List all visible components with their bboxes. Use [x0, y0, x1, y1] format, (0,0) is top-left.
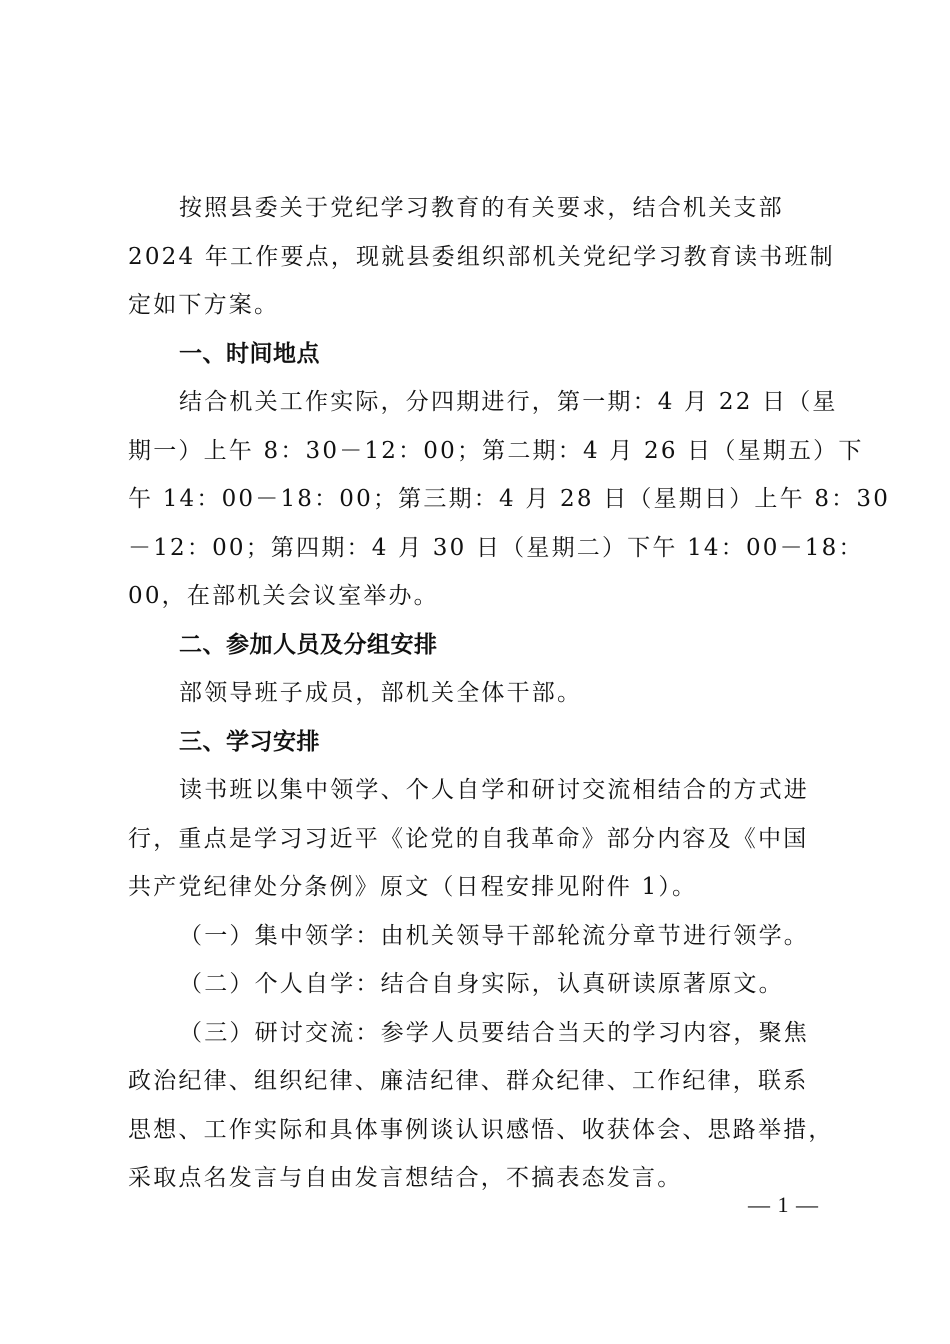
text-line: （二）个人自学：结合自身实际，认真研读原著原文。 [179, 971, 784, 997]
text-line: －12：00；第四期：4 月 30 日（星期二）下午 14：00－18： [128, 534, 864, 561]
study-item-discussion [128, 1009, 834, 1203]
section-heading-participants: 二、参加人员及分组安排 [179, 631, 438, 658]
text-line: 行，重点是学习习近平《论党的自我革命》部分内容及《中国 [128, 825, 809, 852]
study-item-self-study [128, 960, 834, 1009]
study-plan-paragraph [128, 766, 834, 912]
section-heading-time-place: 一、时间地点 [179, 340, 320, 367]
text-line: （三）研讨交流：参学人员要结合当天的学习内容，聚焦 [179, 1019, 809, 1046]
text-line: 期一）上午 8：30－12：00；第二期：4 月 26 日（星期五）下 [128, 437, 864, 464]
study-item-group-lead [128, 912, 834, 961]
text-line: 读书班以集中领学、个人自学和研讨交流相结合的方式进 [179, 777, 809, 803]
text-line: 00，在部机关会议室举办。 [128, 583, 439, 609]
participants-paragraph [128, 669, 834, 718]
text-line: 结合机关工作实际，分四期进行，第一期：4 月 22 日（星 [179, 389, 838, 415]
text-line: 2024 年工作要点，现就县委组织部机关党纪学习教育读书班制 [128, 243, 835, 270]
time-place-paragraph [128, 378, 891, 621]
page-number: — 1 — [748, 1192, 819, 1217]
text-line: 部领导班子成员，部机关全体干部。 [179, 680, 583, 706]
text-line: 思想、工作实际和具体事例谈认识感悟、收获体会、思路举措， [128, 1116, 834, 1143]
text-line: 采取点名发言与自由发言想结合，不搞表态发言。 [128, 1165, 683, 1191]
text-line: 定如下方案。 [128, 292, 280, 318]
section-heading-study-plan: 三、学习安排 [179, 728, 320, 755]
text-line: 午 14：00－18：00；第三期：4 月 28 日（星期日）上午 8：30 [128, 486, 891, 512]
text-line: 共产党纪律处分条例》原文（日程安排见附件 1）。 [128, 874, 698, 900]
text-line: （一）集中领学：由机关领导干部轮流分章节进行领学。 [179, 922, 809, 949]
intro-paragraph [128, 184, 834, 330]
document-page [128, 184, 891, 1203]
text-line: 政治纪律、组织纪律、廉洁纪律、群众纪律、工作纪律，联系 [128, 1068, 809, 1094]
text-line: 按照县委关于党纪学习教育的有关要求，结合机关支部 [179, 195, 784, 221]
